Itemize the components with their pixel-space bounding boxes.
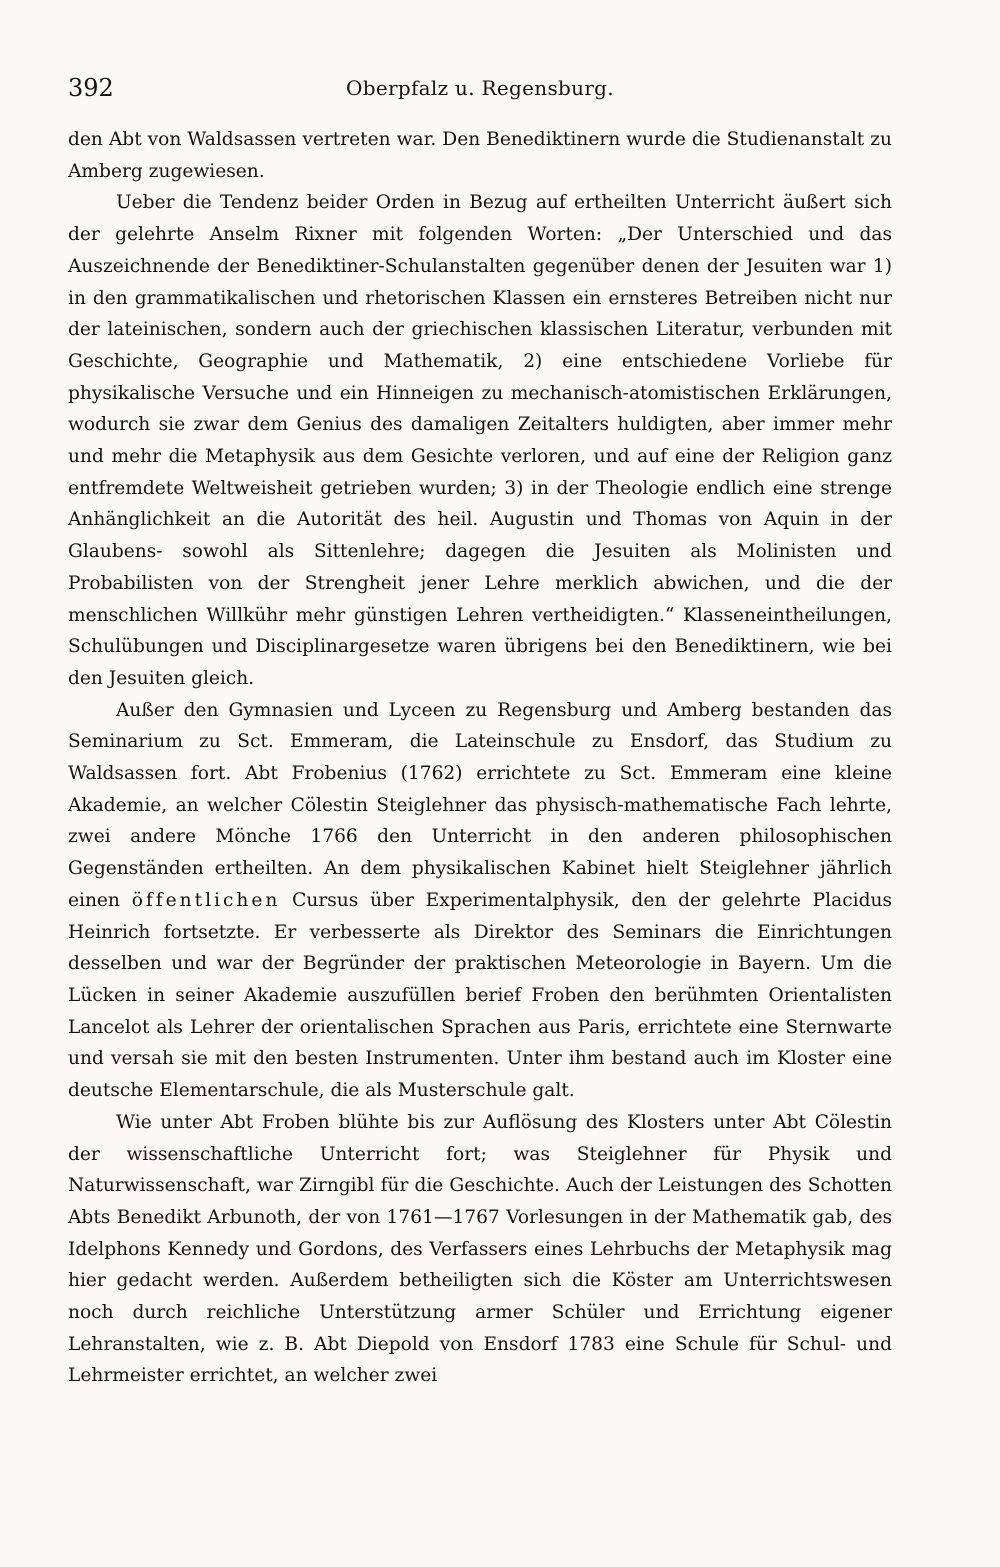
paragraph-abbots: Wie unter Abt Froben blühte bis zur Auflösung des Klosters unter Abt Cölestin der wissenschaftliche Unterricht fort; was Steiglehner für Physik und Naturwissenschaft, war Zirngibl für die Geschichte. Auch der Leistungen des Schotten Abts Benedikt Arbunoth, der von 1761—1767 Vorlesungen in der Mathematik gab, des Idelphons Kennedy und Gordons, des Verfassers eines Lehrbuchs der Metaphysik mag hier gedacht werden. Außerdem betheiligten sich die Köster am Unterrichtswesen noch durch reichliche Unterstützung armer Schüler und Errichtung eigener Lehranstalten, wie z. B. Abt Diepold von Ensdorf 1783 eine Schule für Schul- und Lehrmeister errichtet, an welcher zwei <box>68 1111 892 1387</box>
running-head: Oberpfalz u. Regensburg. <box>346 76 614 100</box>
emphasized-word: öffentlichen <box>131 889 281 911</box>
page-header <box>68 70 892 106</box>
paragraph-academy-text-after: Cursus über Experimentalphysik, den der gelehrte Placidus Heinrich fortsetzte. Er verbesserte als Direktor des Seminars die Einrichtungen desselben und war der Begründer der praktischen Meteorologie in Bayern. Um die Lücken in seiner Akademie auszufüllen berief Froben den berühmten Orientalisten Lancelot als Lehrer der orientalischen Sprachen aus Paris, errichtete eine Sternwarte und versah sie mit den besten Instrumenten. Unter ihm bestand auch im Kloster eine deutsche Elementarschule, die als Musterschule galt. <box>68 889 892 1102</box>
paragraph-continuation: den Abt von Waldsassen vertreten war. Den Benediktinern wurde die Studienanstalt zu Amberg zugewiesen. <box>68 129 892 182</box>
page-number: 392 <box>68 74 114 102</box>
body-text <box>68 124 892 1392</box>
paragraph-rixner-quote: Ueber die Tendenz beider Orden in Bezug auf ertheilten Unterricht äußert sich der gelehrte Anselm Rixner mit folgenden Worten: „Der Unterschied und das Auszeichnende der Benediktiner-Schulanstalten gegenüber denen der Jesuiten war 1) in den grammatikalischen und rhetorischen Klassen ein ernsteres Betreiben nicht nur der lateinischen, sondern auch der griechischen klassischen Literatur, verbunden mit Geschichte, Geographie und Mathematik, 2) eine entschiedene Vorliebe für physikalische Versuche und ein Hinneigen zu mechanisch-atomistischen Erklärungen, wodurch sie zwar dem Genius des damaligen Zeitalters huldigten, aber immer mehr und mehr die Metaphysik aus dem Gesichte verloren, und auf eine der Religion ganz entfremdete Weltweisheit getrieben wurden; 3) in der Theologie endlich eine strenge Anhänglichkeit an die Autorität des heil. Augustin und Thomas von Aquin in der Glaubens- sowohl als Sittenlehre; dagegen die Jesuiten als Molinisten und Probabilisten von der Strengheit jener Lehre merklich abwichen, und die der menschlichen Willkühr mehr günstigen Lehren vertheidigten.“ Klasseneintheilungen, Schulübungen und Disciplinargesetze waren übrigens bei den Benediktinern, wie bei den Jesuiten gleich. <box>68 192 892 689</box>
paragraph-academy <box>68 695 892 1107</box>
paragraph-academy-text-before: Außer den Gymnasien und Lyceen zu Regensburg und Amberg bestanden das Seminarium zu Sct. Emmeram, die Lateinschule zu Ensdorf, das Studium zu Waldsassen fort. Abt Frobenius (1762) errichtete zu Sct. Emmeram eine kleine Akademie, an welcher Cölestin Steiglehner das physisch-mathematische Fach lehrte, zwei andere Mönche 1766 den Unterricht in den anderen philosophischen Gegenständen ertheilten. An dem physikalischen Kabinet hielt Steiglehner jährlich einen <box>68 699 892 911</box>
